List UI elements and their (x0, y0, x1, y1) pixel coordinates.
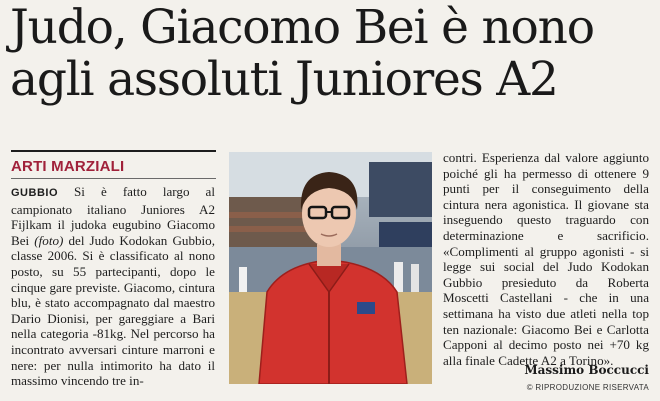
body-text-2: del Judo Kodokan Gubbio, classe 2006. Si è classificato al nono posto, su 55 partecipanti, dopo le cinque gare previste. Giacomo, cintura blu, è stato accompagnato dal maestro Dario Dionisi, per gareggiare a Bari nella categoria -81kg. Nel percorso ha incontrato avversari cinture marroni e nere: per nulla intimorito ha dato il massimo vincendo tre in- (11, 232, 215, 389)
article-column-left (11, 184, 215, 389)
section-label: ARTI MARZIALI (11, 158, 125, 175)
photo-reference: (foto) (34, 232, 64, 248)
section-rule-top (11, 150, 216, 152)
headline-line-1: Judo, Giacomo Bei è nono (10, 0, 594, 55)
section-rule-bottom (11, 178, 216, 179)
copyright-notice: © RIPRODUZIONE RISERVATA (526, 383, 649, 392)
body-text-1: Si è fatto largo al campionato italiano Juniores A2 Fijlkam il judoka eugubino Giacomo Bei (11, 184, 215, 248)
athlete-photo (229, 152, 432, 384)
headline (10, 2, 655, 106)
headline-line-2: agli assoluti Juniores A2 (10, 52, 558, 107)
byline: Massimo Boccucci (524, 363, 649, 377)
dateline: GUBBIO (11, 187, 58, 199)
article-column-right: contri. Esperienza dal valore aggiunto poiché gli ha permesso di ottenere 9 punti per il conseguimento della cintura nera agonistica. Il giovane sta inseguendo questo traguardo con determinazione e sacrificio. «Complimenti al gruppo agonisti - si legge sui social del Judo Kodokan Gubbio presieduto da Roberta Moscetti Castellani - che in una settimana ha visto due atleti nella top ten nazionale: Giacomo Bei e Carlotta Capponi al decimo posto nei +70 kg alla finale Cadette A2 a Torino». (443, 150, 649, 368)
